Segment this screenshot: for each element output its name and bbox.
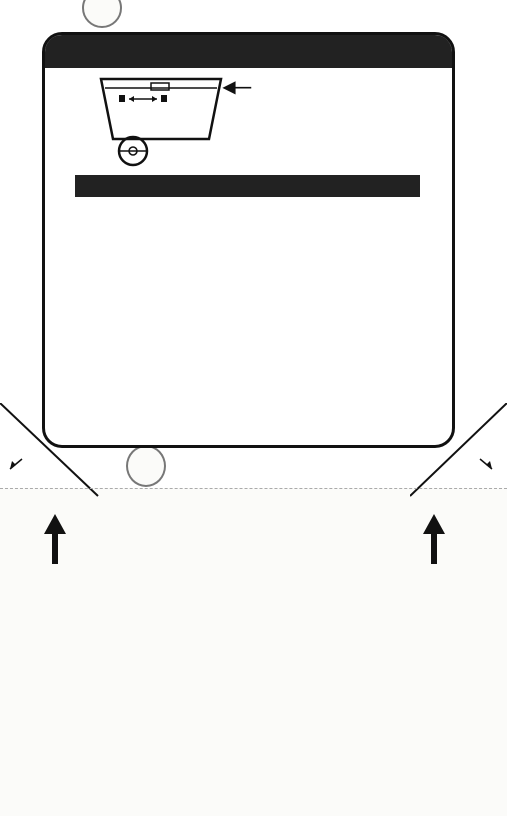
tint-note (223, 77, 453, 98)
tear-line (0, 488, 507, 493)
punch-hole-top (82, 0, 122, 28)
windscreen-diagram-icon (91, 75, 231, 169)
arrow-up-icon-left (44, 514, 66, 564)
punch-hole-bottom (126, 445, 166, 487)
arrow-left-icon: ◀— (223, 79, 252, 96)
instruction-panel (42, 32, 455, 448)
hotline-bar (75, 175, 420, 197)
arrow-up-icon-right (423, 514, 445, 564)
header-title (45, 35, 452, 68)
barcode (100, 710, 420, 798)
